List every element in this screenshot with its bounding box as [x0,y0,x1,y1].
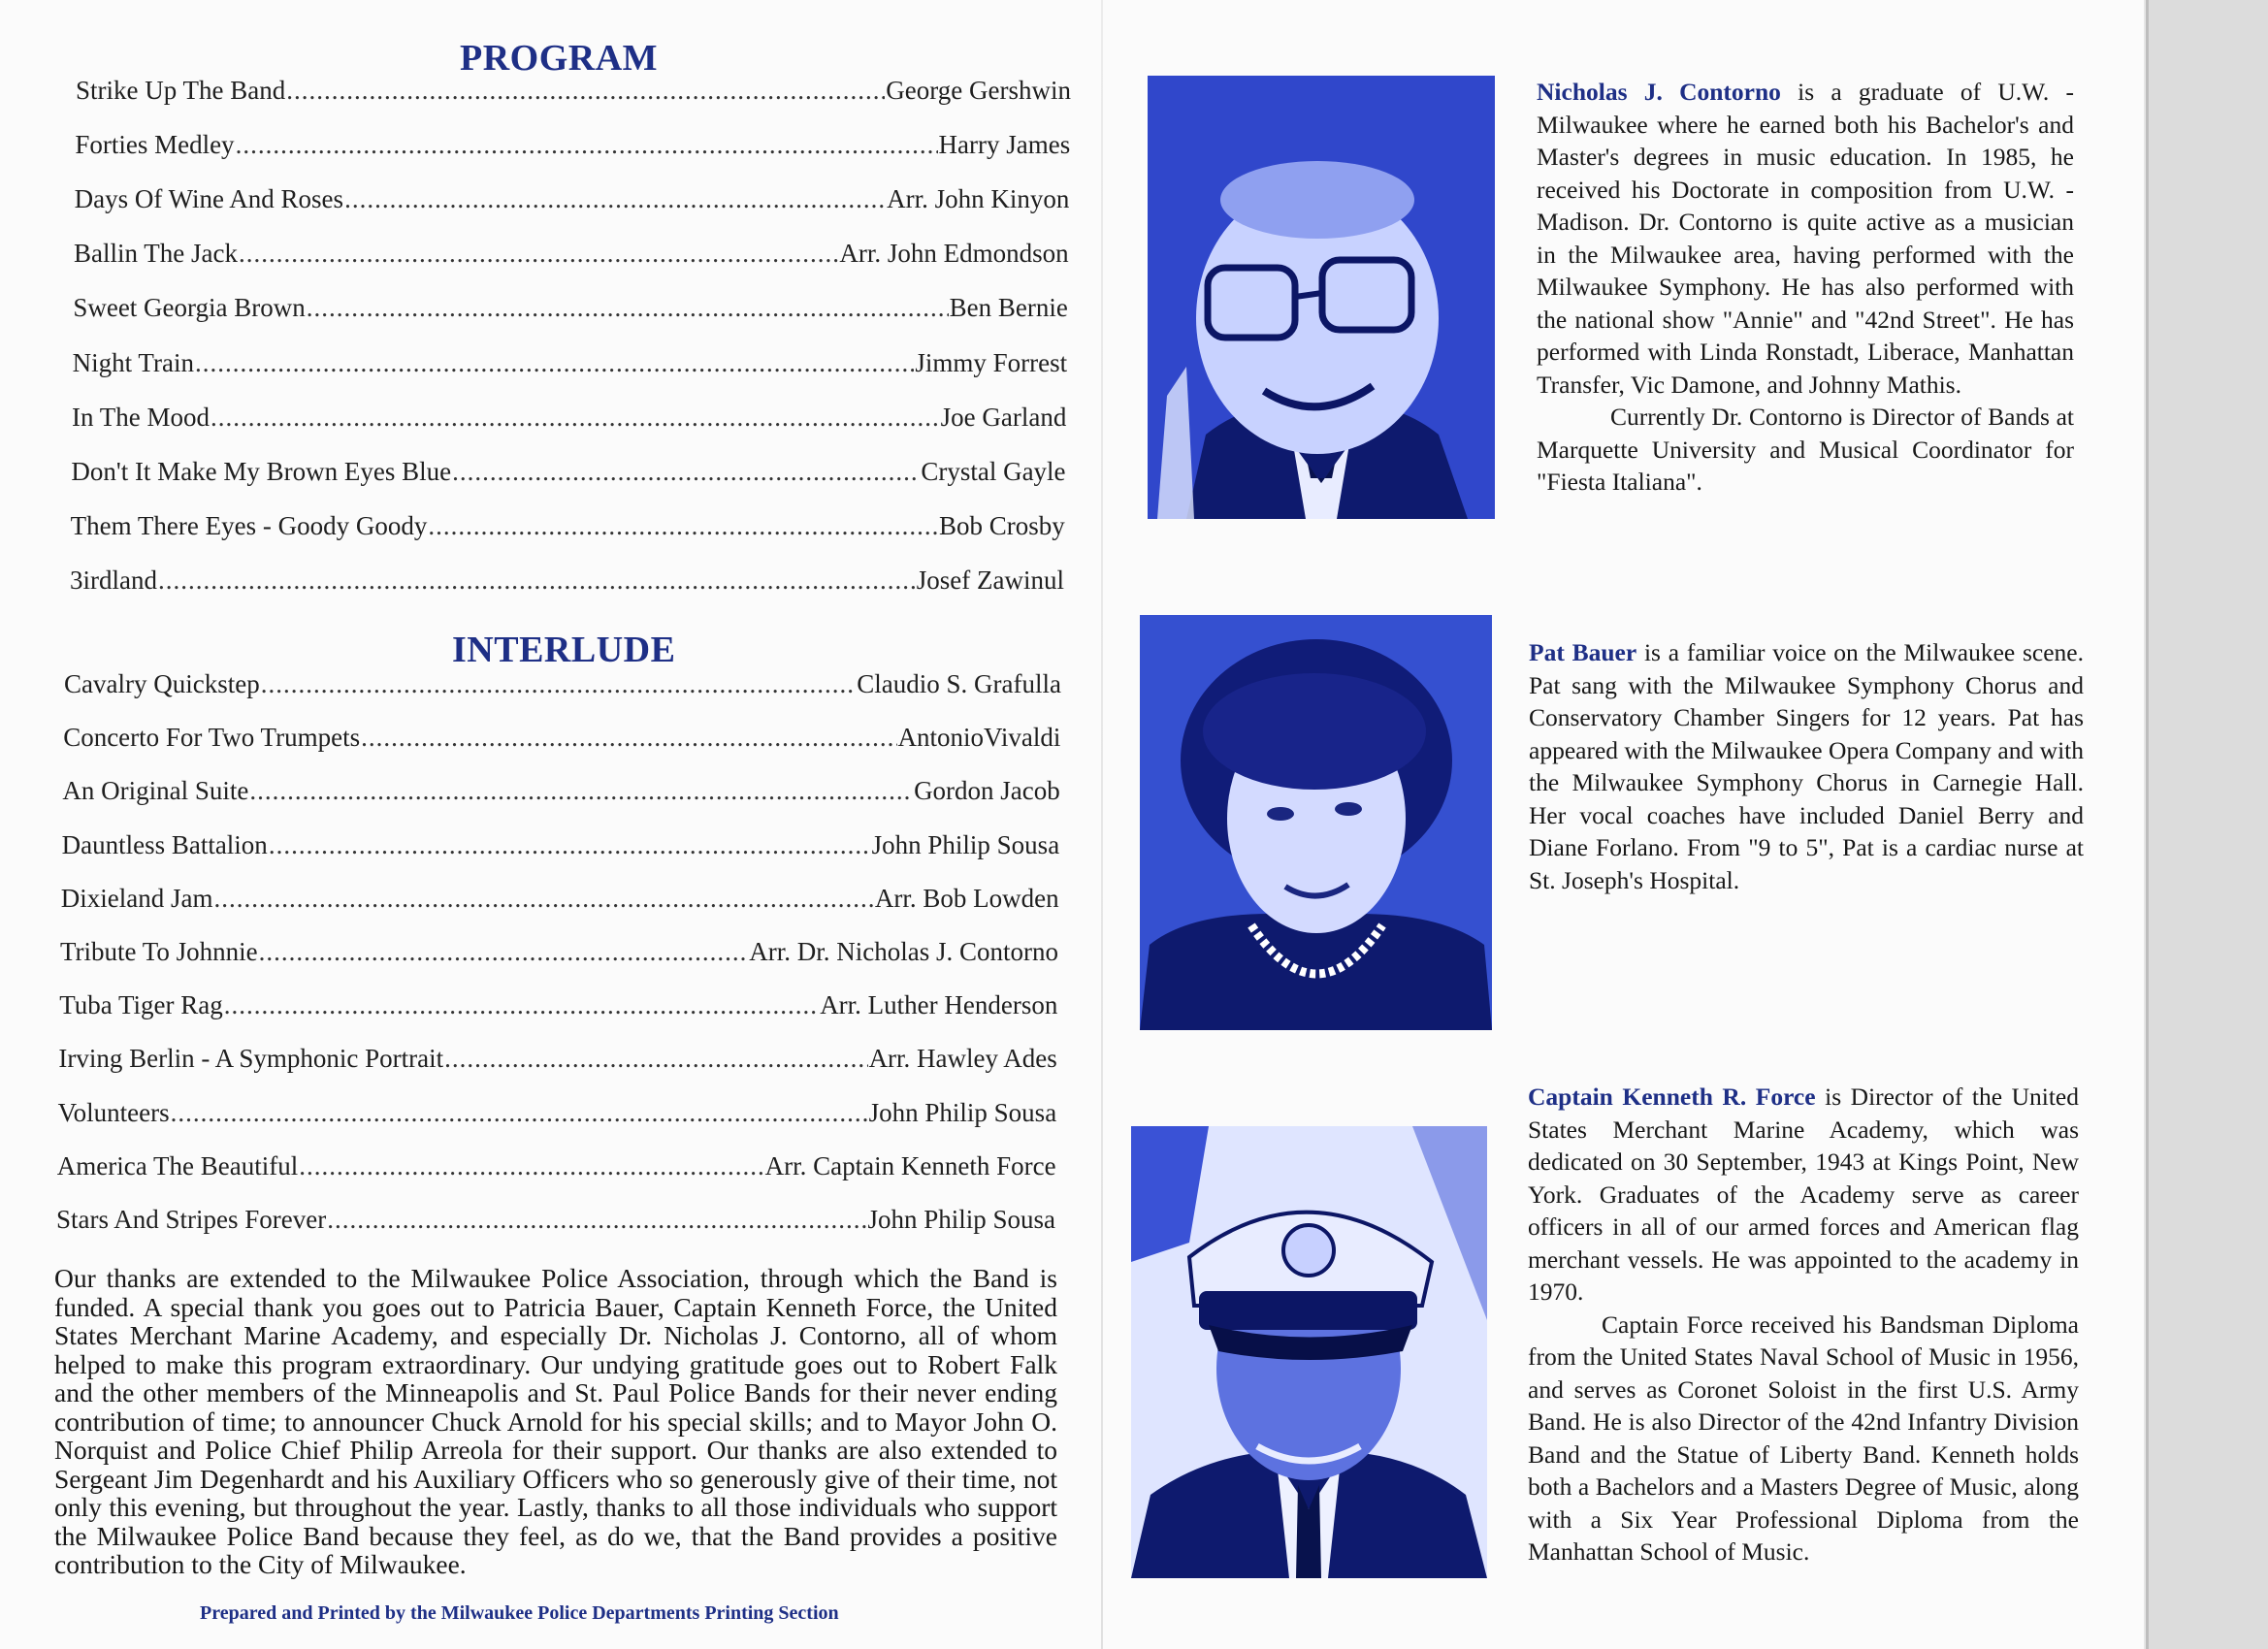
composer: Joe Garland [940,402,1067,432]
contorno-bio-paragraph-2: Currently Dr. Contorno is Director of Bands at Marquette University and Musical Coordinator for "Fiesta Italiana". [1537,403,2074,496]
composer: AntonioVivaldi [897,723,1061,753]
composer: Arr. John Kinyon [887,184,1070,214]
interlude-item [60,937,1058,967]
composer: Arr. John Edmondson [839,239,1069,269]
piece-title: Ballin The Jack [74,239,238,269]
piece-title: Night Train [72,347,194,377]
piece-title: Tuba Tiger Rag [59,990,223,1020]
dot-leader [224,990,819,1020]
force-bio-text: is Director of the United States Merchant Marine Academy, which was dedicated on 30 September, 1943 at Kings Point, New York. Graduates of the Academy serve as career officers in all of our armed forces and American flag merchant vessels. He was appointed to the academy in 1970. [1528,1083,2079,1306]
piece-title: Cavalry Quickstep [64,669,260,698]
composer: Claudio S. Grafulla [857,669,1061,698]
program-item [71,457,1065,487]
interlude-item [61,884,1059,914]
dot-leader [327,1205,866,1235]
force-bio-paragraph-2: Captain Force received his Bandsman Diploma from the United States Naval School of Music in 1956, and serves as Coronet Soloist in the first U.S. Army Band. He is also Director of the 42nd Infantry Division Band and the Statue of Liberty Band. Kenneth holds both a Bachelors and a Masters Degree of Music, along with a Six Year Professional Diploma from the Manhattan School of Music. [1528,1310,2079,1566]
dot-leader [261,669,857,699]
piece-title: Sweet Georgia Brown [73,293,306,323]
piece-title: In The Mood [72,402,210,432]
dot-leader [361,723,896,753]
dot-leader [269,830,871,860]
contorno-bio-paragraph [1537,76,2074,401]
acknowledgements-paragraph: Our thanks are extended to the Milwaukee Police Association, through which the Band is funded. A special thank you goes out to Patricia Bauer, Captain Kenneth Force, the United States Merchant Marine Academy, and especially Dr. Nicholas J. Contorno, all of whom helped to make this program extraordinary. Our undying gratitude goes out to Robert Falk and the other members of the Minneapolis and St. Paul Police Bands for their never ending contribution of time; to announcer Chuck Arnold for his special skills; and to Mayor John O. Norquist and Police Chief Philip Arreola for their support. Our thanks are also extended to Sergeant Jim Degenhardt and his Auxiliary Officers who so generously give of their time, not only this evening, but throughout the year. Lastly, thanks to all those individuals who support the Milwaukee Police Band because they feel, as do we, that the Band provides a positive contribution to the City of Milwaukee. [54,1263,1057,1579]
piece-title: Don't It Make My Brown Eyes Blue [71,456,452,486]
dot-leader [249,776,913,806]
page-fold [1101,0,1103,1649]
composer: Josef Zawinul [916,565,1064,595]
interlude-item [56,1205,1055,1235]
dot-leader [444,1044,867,1074]
composer: John Philip Sousa [868,1097,1057,1127]
program-item [74,239,1069,269]
dot-leader [214,884,874,914]
composer: Gordon Jacob [914,776,1060,806]
printing-credit: Prepared and Printed by the Milwaukee Police Departments Printing Section [200,1602,839,1624]
interlude-item [62,776,1059,806]
contorno-name: Nicholas J. Contorno [1537,78,1781,106]
dot-leader [428,511,938,541]
dot-leader [171,1098,868,1128]
program-item [76,76,1071,106]
composer: Bob Crosby [938,510,1065,540]
composer: Arr. Bob Lowden [874,883,1059,913]
composer: Arr. Luther Henderson [820,990,1058,1020]
piece-title: 3irdland [70,565,157,595]
composer: Arr. Hawley Ades [868,1044,1057,1074]
dot-leader [452,457,920,487]
bauer-bio [1529,636,2084,896]
piece-title: Dauntless Battalion [61,829,268,859]
program-item [75,184,1070,214]
dot-leader [307,293,949,323]
bauer-bio-text: is a familiar voice on the Milwaukee scene. Pat sang with the Milwaukee Symphony Chorus and Conservatory Chamber Singers for 12 years. Pat has appeared with the Milwaukee Opera Company and with the Milwaukee Symphony Chorus in Carnegie Hall. Her vocal coaches have included Daniel Berry and Diane Forlano. From "9 to 5", Pat is a cardiac nurse at St. Joseph's Hospital. [1529,638,2084,894]
dot-leader [259,937,749,967]
piece-title: Forties Medley [75,130,235,160]
dot-leader [236,130,938,160]
interlude-item [58,1098,1057,1128]
program-heading: PROGRAM [460,38,659,79]
composer: Arr. Captain Kenneth Force [764,1150,1056,1180]
program-item [73,293,1068,323]
force-bio-paragraph [1528,1081,2079,1309]
dot-leader [211,403,940,433]
interlude-heading: INTERLUDE [452,630,676,670]
interlude-item [63,723,1060,753]
composer: Harry James [938,130,1071,160]
contorno-bio-text: is a graduate of U.W. - Milwaukee where he earned both his Bachelor's and Master's degrees in music education. In 1985, he received his Doctorate in composition from U.W. - Madison. Dr. Contorno is quite active as a musician in the Milwaukee area, having performed with the Milwaukee Symphony. He has also performed with the national show "Annie" and "42nd Street". He has performed with Linda Ronstadt, Liberace, Manhattan Transfer, Vic Damone, and Johnny Mathis. [1537,78,2074,399]
piece-title: Days Of Wine And Roses [74,184,344,214]
composer: Arr. Dr. Nicholas J. Contorno [749,937,1058,966]
bauer-name: Pat Bauer [1529,638,1637,666]
interlude-item [64,669,1061,699]
dot-leader [299,1151,763,1181]
interlude-item [57,1151,1056,1181]
contorno-bio [1537,76,2074,499]
interlude-item [58,1044,1056,1074]
program-item [71,511,1065,541]
force-bio [1528,1081,2079,1568]
dot-leader [286,76,885,106]
interlude-item [62,830,1060,860]
dot-leader [195,348,914,378]
composer: Ben Bernie [949,293,1068,323]
program-item [72,403,1066,433]
composer: Jimmy Forrest [915,347,1068,377]
piece-title: An Original Suite [62,776,249,806]
program-item [75,130,1070,160]
piece-title: America The Beautiful [56,1150,299,1180]
piece-title: Stars And Stripes Forever [56,1205,327,1234]
piece-title: Them There Eyes - Goody Goody [70,510,428,540]
composer: Crystal Gayle [921,456,1066,486]
composer: John Philip Sousa [871,829,1060,859]
piece-title: Concerto For Two Trumpets [63,723,361,753]
composer: George Gershwin [886,76,1071,105]
program-item [73,348,1067,378]
piece-title: Strike Up The Band [76,76,286,105]
piece-title: Tribute To Johnnie [60,937,258,966]
dot-leader [239,239,838,269]
piece-title: Irving Berlin - A Symphonic Portrait [58,1044,444,1074]
force-photo [1131,1126,1487,1578]
interlude-item [59,990,1057,1020]
contorno-photo [1148,76,1495,519]
force-name: Captain Kenneth R. Force [1528,1083,1816,1111]
bauer-bio-paragraph [1529,636,2084,896]
piece-title: Dixieland Jam [60,883,213,913]
bauer-photo [1140,615,1492,1030]
dot-leader [344,184,886,214]
composer: John Philip Sousa [867,1205,1055,1234]
dot-leader [158,566,916,596]
program-item [70,566,1064,596]
piece-title: Volunteers [57,1097,170,1127]
